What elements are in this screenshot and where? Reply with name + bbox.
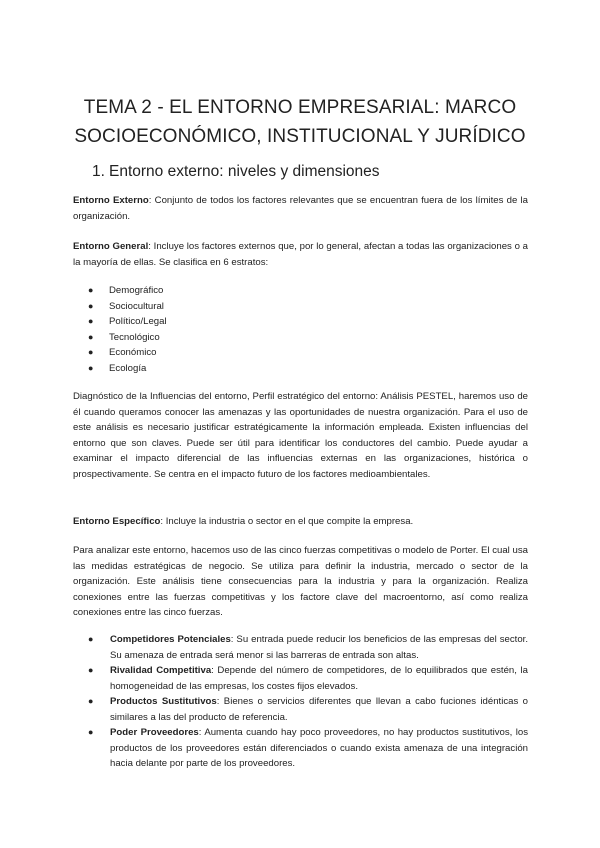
term-entorno-externo: Entorno Externo	[73, 195, 149, 206]
list-item: ● Rivalidad Competitiva: Depende del número de competidores, de lo equilibrados que estén, la homogeneidad de las empresas, los costes fijos elevados.	[88, 665, 528, 692]
list-item: ● Tecnológico	[73, 330, 528, 346]
list-item: ● Demográfico	[73, 283, 528, 299]
section-number: 1.	[92, 163, 105, 180]
list-item: ● Poder Proveedores: Aumenta cuando hay poco proveedores, no hay productos sustitutivos, los productos de los proveedores están diferenciados o cuando exista amenaza de una integración hacia delante por parte de los proveedores.	[88, 727, 528, 769]
paragraph-pestel: Diagnóstico de la Influencias del entorno, Perfil estratégico del entorno: Análisis PESTEL, haremos uso de él cuando queramos conocer las amenazas y las oportunidades de nuestra organización. Para el uso de este análisis es necesario justificar estratégicamente la información empleada. Existen influencias del entorno que son claves. Puede ser útil para identificar los conductores del cambio. Puede ayudar a examinar el impacto diferencial de las influencias externas en las organizaciones, histórica o prospectivamente. Se centra en el impacto futuro de los factores medioambientales.	[73, 391, 528, 480]
list-item: ● Económico	[73, 345, 528, 361]
bullet-icon: ●	[88, 347, 94, 357]
paragraph-entorno-externo	[73, 193, 528, 224]
paragraph-entorno-general	[73, 239, 528, 270]
definition-entorno-especifico: : Incluye la industria o sector en el que compite la empresa.	[160, 516, 414, 527]
term-entorno-general: Entorno General	[73, 241, 149, 252]
title-line-2: SOCIOECONÓMICO, INSTITUCIONAL Y JURÍDICO	[74, 126, 526, 147]
bullet-icon: ●	[88, 300, 94, 311]
fuerzas-list	[73, 632, 528, 772]
paragraph-porter: Para analizar este entorno, hacemos uso de las cinco fuerzas competitivas o modelo de Porter. El cual usa las medidas estratégicas de negocio. Se utiliza para definir la industria, mercado o sector de la organización. Este análisis tiene consecuencias para la industria y para la organización. Realiza conexiones entre las fuerzas competitivas y los factore clave del macroentorno, así como realiza conexiones entre las cinco fuerzas.	[73, 545, 528, 618]
bullet-icon: ●	[88, 362, 94, 373]
bullet-icon: ●	[88, 331, 94, 342]
bullet-icon: ●	[88, 316, 94, 326]
list-item: ● Sociocultural	[73, 299, 528, 315]
list-item: ● Político/Legal	[73, 314, 528, 330]
definition-entorno-general: : Incluye los factores externos que, por lo general, afectan a todas las organizaciones o a la mayoría de ellas. Se clasifica en 6 estratos:	[73, 241, 528, 268]
section-title: Entorno externo: niveles y dimensiones	[109, 163, 380, 180]
list-item: ● Competidores Potenciales: Su entrada puede reducir los beneficios de las empresas del sector. Su amenaza de entrada será menor si las barreras de entrada son altas.	[88, 634, 528, 661]
bullet-icon: ●	[88, 634, 94, 644]
title-line-1: TEMA 2 - EL ENTORNO EMPRESARIAL: MARCO	[83, 97, 517, 118]
bullet-icon: ●	[88, 696, 94, 706]
estratos-list	[73, 283, 528, 376]
list-item: ● Ecología	[73, 361, 528, 377]
document-title	[60, 93, 540, 151]
definition-entorno-externo: : Conjunto de todos los factores relevantes que se encuentran fuera de los límites de la organización.	[73, 195, 528, 222]
paragraph-entorno-especifico	[73, 514, 528, 530]
bullet-icon: ●	[88, 727, 94, 737]
bullet-icon: ●	[88, 665, 94, 675]
term-entorno-especifico: Entorno Específico	[73, 516, 161, 527]
list-item: ● Productos Sustitutivos: Bienes o servicios diferentes que llevan a cabo fuciones idénticas o similares a las del producto de referencia.	[88, 696, 529, 723]
bullet-icon: ●	[88, 285, 94, 295]
